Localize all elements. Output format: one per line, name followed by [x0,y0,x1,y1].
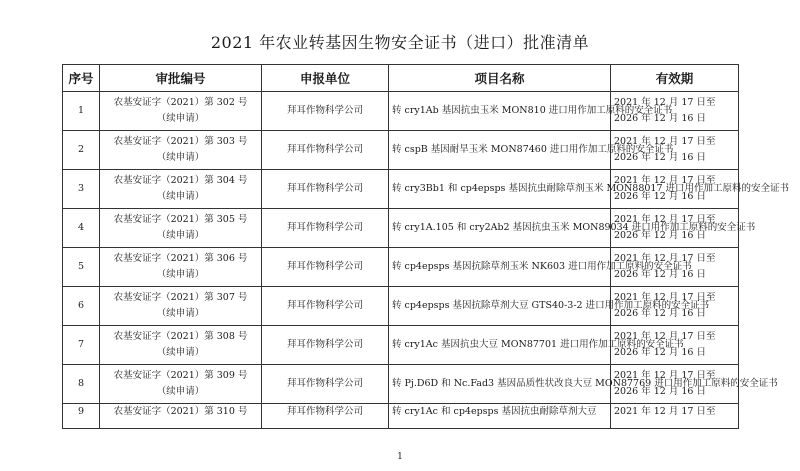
renewal-note: （续申请） [156,308,205,319]
row-number: 9 [63,404,100,429]
row-number: 4 [63,209,100,248]
valid-to: 2026 年 12 月 16 日 [614,230,706,241]
renewal-note: （续申请） [156,191,205,202]
project-name: 转 cspB 基因耐旱玉米 MON87460 进口用作加工原料的安全证书 [389,131,611,170]
valid-from: 2021 年 12 月 17 日至 [614,406,716,417]
approval-code-cell [100,404,262,429]
table-row [63,248,739,287]
renewal-note: （续申请） [156,230,205,241]
project-name: 转 Pj.D6D 和 Nc.Fad3 基因品质性状改良大豆 MON87769 进口用作加工原料的安全证书 [389,365,611,404]
project-name: 转 cry3Bb1 和 cp4epsps 基因抗虫耐除草剂玉米 MON88017 进口用作加工原料的安全证书 [389,170,611,209]
row-number: 6 [63,287,100,326]
approval-code: 农基安证字（2021）第 305 号 [113,214,248,225]
table-header-row [63,65,739,92]
approval-code-cell [100,326,262,365]
valid-to: 2026 年 12 月 16 日 [614,269,706,280]
applicant-unit: 拜耳作物科学公司 [262,365,389,404]
header-code: 审批编号 [100,65,262,92]
applicant-unit: 拜耳作物科学公司 [262,92,389,131]
approval-code-cell [100,248,262,287]
project-name: 转 cp4epsps 基因抗除草剂玉米 NK603 进口用作加工原料的安全证书 [389,248,611,287]
approval-code-cell [100,131,262,170]
table-row [63,209,739,248]
header-unit: 申报单位 [262,65,389,92]
valid-from: 2021 年 12 月 17 日至 [614,214,716,225]
approval-code-cell [100,365,262,404]
renewal-note: （续申请） [156,347,205,358]
validity-cell [611,326,739,365]
approval-code: 农基安证字（2021）第 303 号 [113,136,248,147]
approval-code-cell [100,170,262,209]
validity-cell [611,287,739,326]
approval-code: 农基安证字（2021）第 306 号 [113,253,248,264]
renewal-note: （续申请） [156,113,205,124]
valid-to: 2026 年 12 月 16 日 [614,386,706,397]
approval-table [62,64,790,429]
approval-code: 农基安证字（2021）第 307 号 [113,292,248,303]
renewal-note: （续申请） [156,152,205,163]
header-no: 序号 [63,65,100,92]
valid-from: 2021 年 12 月 17 日至 [614,370,716,381]
valid-from: 2021 年 12 月 17 日至 [614,175,716,186]
row-number: 1 [63,92,100,131]
applicant-unit: 拜耳作物科学公司 [262,131,389,170]
validity-cell [611,131,739,170]
valid-from: 2021 年 12 月 17 日至 [614,331,716,342]
valid-to: 2026 年 12 月 16 日 [614,308,706,319]
project-name: 转 cp4epsps 基因抗除草剂大豆 GTS40-3-2 进口用作加工原料的安全证书 [389,287,611,326]
renewal-note: （续申请） [156,386,205,397]
header-name: 项目名称 [389,65,611,92]
approval-code-cell [100,92,262,131]
valid-from: 2021 年 12 月 17 日至 [614,136,716,147]
project-name: 转 cry1Ac 和 cp4epsps 基因抗虫耐除草剂大豆 [389,404,611,429]
page-number: 1 [397,452,403,462]
valid-to: 2026 年 12 月 16 日 [614,152,706,163]
table-row [63,404,739,429]
row-number: 5 [63,248,100,287]
applicant-unit: 拜耳作物科学公司 [262,170,389,209]
applicant-unit: 拜耳作物科学公司 [262,287,389,326]
project-name: 转 cry1A.105 和 cry2Ab2 基因抗虫玉米 MON89034 进口用作加工原料的安全证书 [389,209,611,248]
validity-cell [611,404,739,429]
table-row [63,287,739,326]
validity-cell [611,92,739,131]
table-row [63,92,739,131]
valid-from: 2021 年 12 月 17 日至 [614,292,716,303]
approval-code: 农基安证字（2021）第 310 号 [113,406,248,417]
table-row [63,170,739,209]
valid-to: 2026 年 12 月 16 日 [614,113,706,124]
project-name: 转 cry1Ab 基因抗虫玉米 MON810 进口用作加工原料的安全证书 [389,92,611,131]
row-number: 3 [63,170,100,209]
applicant-unit: 拜耳作物科学公司 [262,326,389,365]
table-row [63,131,739,170]
approval-code-cell [100,287,262,326]
applicant-unit: 拜耳作物科学公司 [262,209,389,248]
table-row [63,326,739,365]
row-number: 2 [63,131,100,170]
row-number: 8 [63,365,100,404]
applicant-unit: 拜耳作物科学公司 [262,248,389,287]
valid-to: 2026 年 12 月 16 日 [614,191,706,202]
approval-code: 农基安证字（2021）第 309 号 [113,370,248,381]
row-number: 7 [63,326,100,365]
valid-to: 2026 年 12 月 16 日 [614,347,706,358]
approval-code: 农基安证字（2021）第 308 号 [113,331,248,342]
approval-code: 农基安证字（2021）第 304 号 [113,175,248,186]
project-name: 转 cry1Ac 基因抗虫大豆 MON87701 进口用作加工原料的安全证书 [389,326,611,365]
table-row [63,365,739,404]
approval-code: 农基安证字（2021）第 302 号 [113,97,248,108]
validity-cell [611,248,739,287]
applicant-unit: 拜耳作物科学公司 [262,404,389,429]
valid-from: 2021 年 12 月 17 日至 [614,97,716,108]
header-valid: 有效期 [611,65,739,92]
page-title: 2021 年农业转基因生物安全证书（进口）批准清单 [210,33,590,52]
valid-from: 2021 年 12 月 17 日至 [614,253,716,264]
approval-code-cell [100,209,262,248]
renewal-note: （续申请） [156,269,205,280]
